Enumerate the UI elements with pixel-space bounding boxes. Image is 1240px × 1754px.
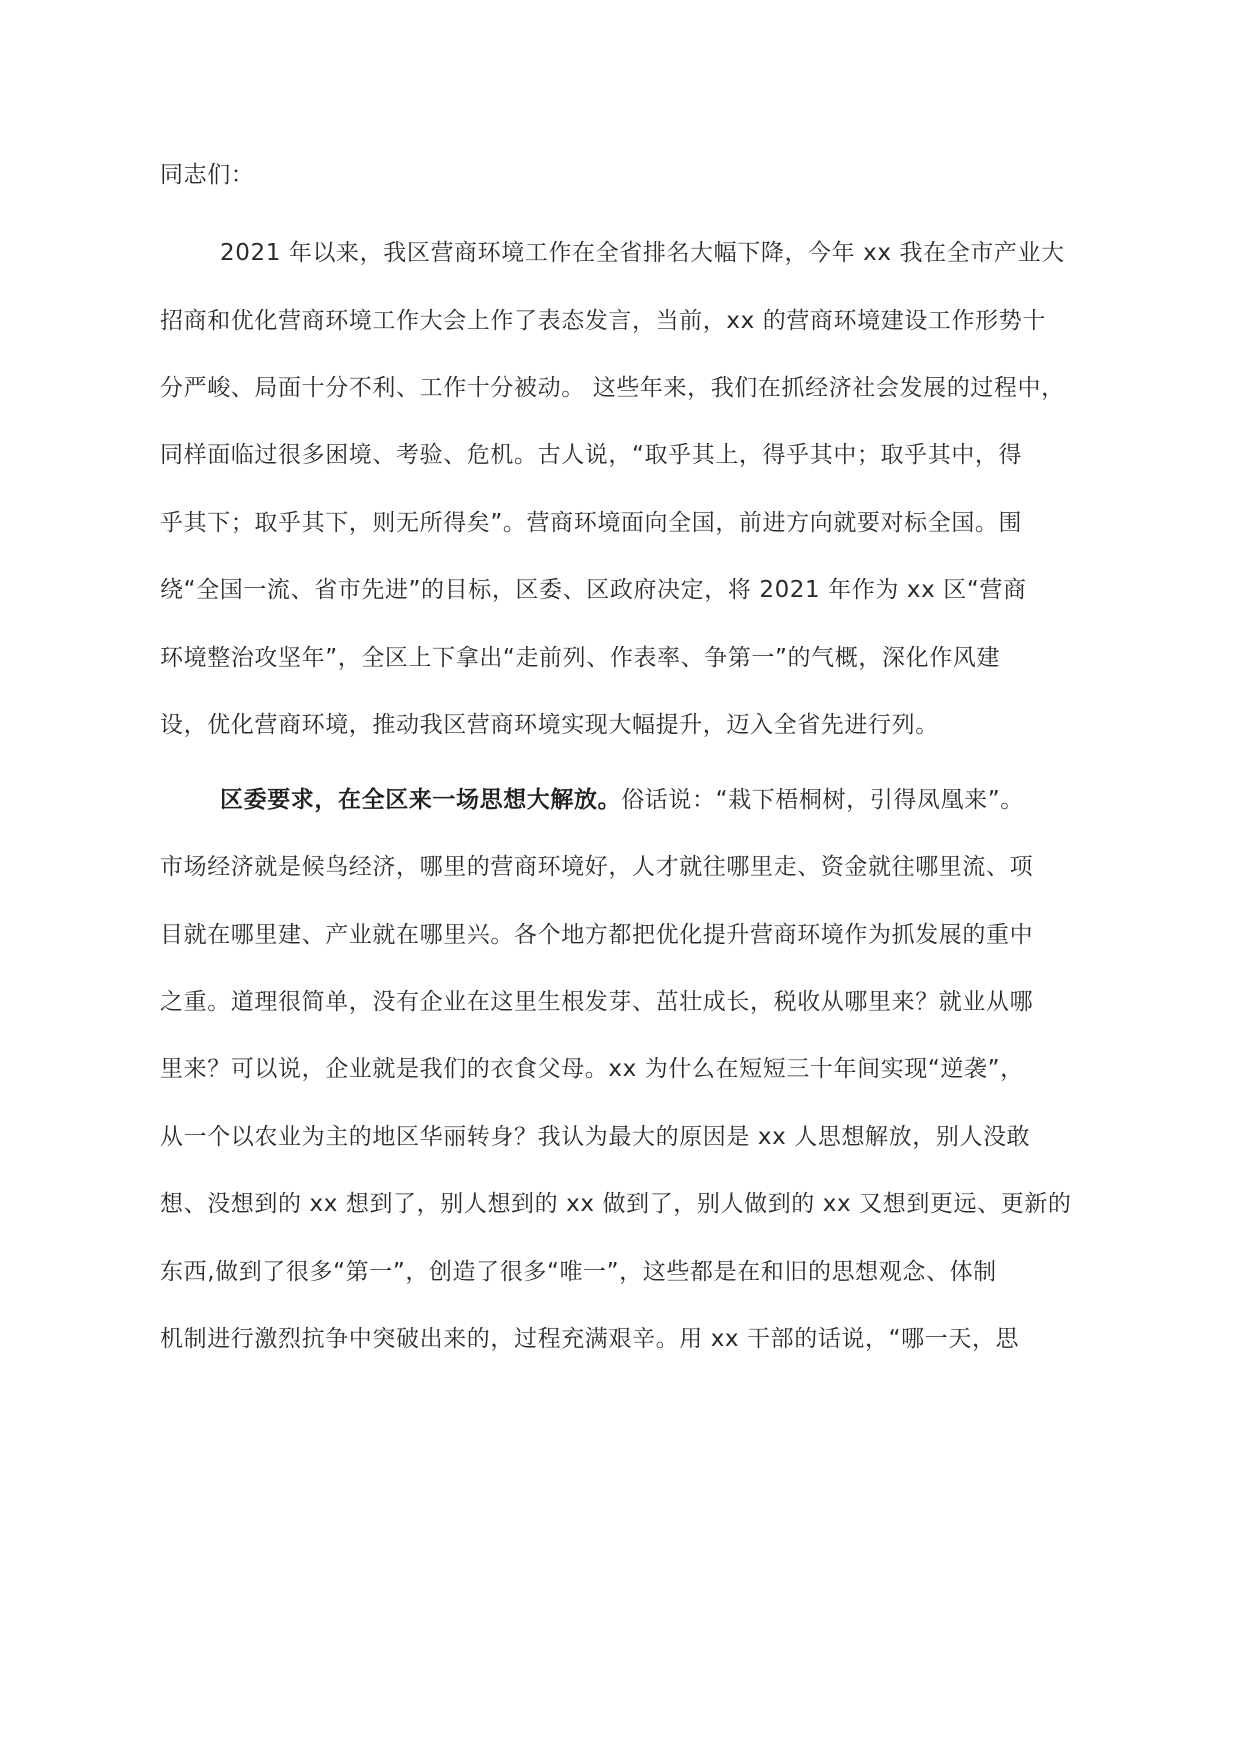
- paragraph-1-line-1: 2021 年以来，我区营商环境工作在全省排名大幅下降，今年 xx 我在全市产业大: [220, 240, 1065, 266]
- salutation: 同志们：: [160, 162, 255, 188]
- paragraph-2-line-2: 市场经济就是候鸟经济，哪里的营商环境好，人才就往哪里走、资金就往哪里流、项: [160, 854, 1034, 880]
- paragraph-2-line-5: 里来？可以说，企业就是我们的衣食父母。xx 为什么在短短三十年间实现“逆袭”，: [160, 1056, 1024, 1082]
- paragraph-2-line-6: 从一个以农业为主的地区华丽转身？我认为最大的原因是 xx 人思想解放，别人没敢: [160, 1124, 1031, 1150]
- paragraph-1-line-8: 设，优化营商环境，推动我区营商环境实现大幅提升，迈入全省先进行列。: [160, 712, 939, 738]
- paragraph-1-line-6: 绕“全国一流、省市先进”的目标，区委、区政府决定，将 2021 年作为 xx 区“营商: [160, 577, 1027, 603]
- paragraph-2-line-8: 东西,做到了很多“第一”，创造了很多“唯一”，这些都是在和旧的思想观念、体制: [160, 1259, 997, 1285]
- paragraph-1-line-2: 招商和优化营商环境工作大会上作了表态发言，当前，xx 的营商环境建设工作形势十: [160, 308, 1046, 334]
- paragraph-1-line-7: 环境整治攻坚年”，全区上下拿出“走前列、作表率、争第一”的气概，深化作风建: [160, 645, 1000, 671]
- paragraph-2-line-9: 机制进行激烈抗争中突破出来的，过程充满艰辛。用 xx 干部的话说，“哪一天，思: [160, 1326, 1020, 1352]
- paragraph-2-line-3: 目就在哪里建、产业就在哪里兴。各个地方都把优化提升营商环境作为抓发展的重中: [160, 922, 1034, 948]
- paragraph-2-lead-rest: 俗话说：“栽下梧桐树，引得凤凰来”。: [621, 787, 1024, 813]
- paragraph-2-line-7: 想、没想到的 xx 想到了，别人想到的 xx 做到了，别人做到的 xx 又想到更远、更新的: [160, 1191, 1072, 1217]
- paragraph-2-bold-heading: 区委要求，在全区来一场思想大解放。: [220, 787, 622, 813]
- paragraph-1-line-3: 分严峻、局面十分不利、工作十分被动。 这些年来，我们在抓经济社会发展的过程中，: [160, 375, 1065, 401]
- paragraph-1-line-4: 同样面临过很多困境、考验、危机。古人说，“取乎其上，得乎其中；取乎其中，得: [160, 442, 1023, 468]
- paragraph-1-line-5: 乎其下；取乎其下，则无所得矣”。营商环境面向全国，前进方向就要对标全国。围: [160, 510, 1023, 536]
- paragraph-2-line-4: 之重。道理很简单，没有企业在这里生根发芽、茁壮成长，税收从哪里来？就业从哪: [160, 989, 1034, 1015]
- paragraph-2-lead: [220, 784, 1024, 816]
